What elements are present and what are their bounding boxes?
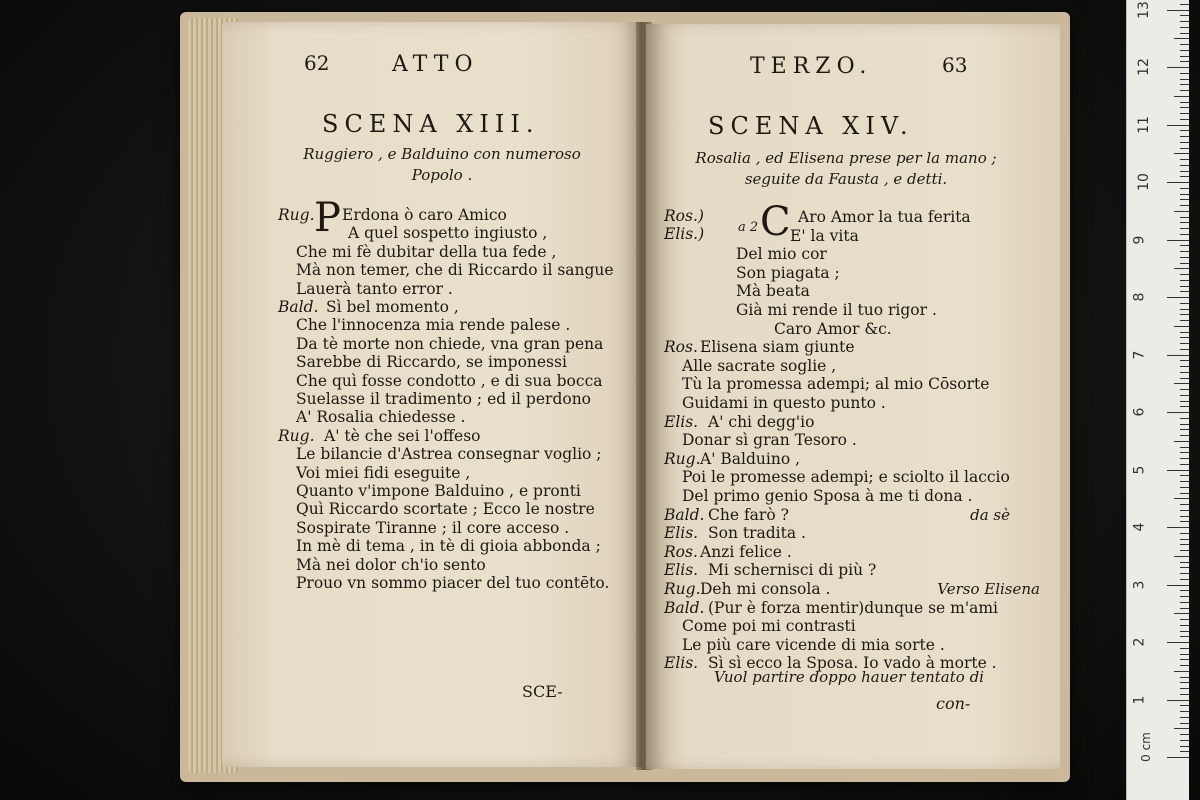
ruler-tick (1174, 96, 1189, 97)
ruler-tick (1180, 309, 1189, 310)
ruler-tick (1180, 21, 1189, 22)
ruler-tick (1180, 136, 1189, 137)
ruler-number: 1 (1131, 695, 1148, 704)
ruler-tick (1174, 613, 1189, 614)
ruler-tick (1180, 688, 1189, 689)
verse-line: E' la vita (790, 226, 859, 245)
ruler-tick (1180, 176, 1189, 177)
speaker-label: Elis. (664, 524, 699, 543)
ruler-tick (1180, 389, 1189, 390)
ruler-tick (1180, 539, 1189, 540)
verse-line: Anzi felice . (700, 542, 792, 561)
ruler-tick (1180, 636, 1189, 637)
ruler-tick (1167, 527, 1189, 528)
verse-line: Deh mi consola . (700, 580, 831, 598)
ruler-tick (1180, 234, 1189, 235)
running-head: TERZO. (750, 54, 873, 79)
verse-line: Suelasse il tradimento ; ed il perdono (296, 390, 592, 408)
ruler-tick (1167, 470, 1189, 471)
ruler-tick (1180, 751, 1189, 752)
ruler-number: 2 (1131, 637, 1148, 647)
ruler-number: 10 (1135, 173, 1152, 191)
page-number: 62 (304, 51, 330, 75)
drop-cap: C (760, 199, 791, 245)
cast-line: Rosalia , ed Elisena prese per la mano ; (695, 149, 997, 167)
ruler-tick (1180, 337, 1189, 338)
ruler-tick (1180, 15, 1189, 16)
running-head: ATTO (392, 52, 479, 77)
verse-line: Le bilancie d'Astrea consegnar voglio ; (296, 445, 602, 464)
ruler-number: 4 (1131, 522, 1148, 532)
ruler-tick (1174, 383, 1189, 384)
ruler-tick (1180, 56, 1189, 57)
ruler-tick (1180, 435, 1189, 436)
ruler-tick (1180, 274, 1189, 275)
verse-line: Son piagata ; (736, 263, 840, 282)
verse-line: A' chi degg'io (708, 412, 815, 431)
ruler-number: 5 (1131, 465, 1148, 474)
ruler-tick (1180, 343, 1189, 344)
ruler-tick (1180, 332, 1189, 333)
scene-title: SCENA XIV. (708, 112, 914, 140)
verse-line: Elisena siam giunte (700, 338, 855, 357)
verse-line: Del primo genio Sposa à me ti dona . (682, 487, 973, 505)
ruler-tick (1174, 153, 1189, 154)
ruler-number: 12 (1135, 58, 1152, 76)
ruler-tick (1180, 378, 1189, 379)
ruler-tick (1174, 211, 1189, 212)
ruler-tick (1180, 682, 1189, 683)
speaker-label: Elis. (664, 561, 699, 580)
ruler-tick (1180, 4, 1189, 5)
ruler-tick (1180, 424, 1189, 425)
verse-line: Alle sacrate soglie , (682, 356, 837, 375)
measuring-ruler (1126, 0, 1189, 800)
ruler-tick (1180, 222, 1189, 223)
ruler-tick (1180, 654, 1189, 655)
ruler-tick (1180, 464, 1189, 465)
duet-speaker: Elis.) (664, 225, 705, 243)
ruler-tick (1180, 406, 1189, 407)
ruler-tick (1180, 705, 1189, 706)
duet-marker: a 2 (738, 220, 759, 235)
ruler-tick (1180, 590, 1189, 591)
speaker-label: Bald. (664, 505, 705, 524)
ruler-tick (1180, 119, 1189, 120)
ruler-number: 11 (1135, 115, 1152, 134)
ruler-tick (1180, 694, 1189, 695)
ruler-tick (1180, 107, 1189, 108)
ruler-tick (1180, 27, 1189, 28)
verse-line: Sospirate Tiranne ; il core acceso . (296, 518, 570, 537)
ruler-tick (1167, 585, 1189, 586)
ruler-tick (1180, 188, 1189, 189)
speaker-label: Elis. (664, 654, 699, 673)
speaker-label: Bald. (278, 298, 319, 316)
verse-line: Prouo vn sommo piacer del tuo contēto. (296, 574, 610, 592)
ruler-tick (1180, 50, 1189, 51)
ruler-tick (1180, 102, 1189, 103)
ruler-number: 8 (1131, 292, 1148, 302)
ruler-number: 6 (1131, 407, 1148, 417)
verse-line: Che l'innocenza mia rende palese . (296, 316, 571, 335)
cast-list (666, 148, 1026, 190)
ruler-tick (1180, 493, 1189, 494)
ruler-tick (1180, 544, 1189, 545)
ruler-tick (1180, 504, 1189, 505)
ruler-tick (1180, 113, 1189, 114)
speaker-label: Rug. (664, 580, 701, 598)
ruler-tick (1167, 355, 1189, 356)
ruler-tick (1180, 395, 1189, 396)
ruler-tick (1174, 441, 1189, 442)
ruler-tick (1180, 205, 1189, 206)
ruler-tick (1167, 642, 1189, 643)
ruler-tick (1180, 550, 1189, 551)
ruler-tick (1180, 452, 1189, 453)
ruler-tick (1180, 579, 1189, 580)
verse-line: Caro Amor &c. (774, 319, 892, 338)
ruler-tick (1180, 510, 1189, 511)
ruler-tick (1180, 372, 1189, 373)
verse-line: Son tradita . (708, 524, 806, 543)
ruler-tick (1174, 498, 1189, 499)
ruler-tick (1180, 61, 1189, 62)
ruler-number: 13 (1135, 0, 1152, 19)
drop-cap: P (314, 195, 341, 241)
duet-speaker: Ros.) (664, 207, 704, 225)
right-page (646, 24, 1060, 769)
ruler-tick (1180, 251, 1189, 252)
ruler-tick (1174, 268, 1189, 269)
ruler-tick (1180, 349, 1189, 350)
ruler-tick (1174, 38, 1189, 39)
ruler-tick (1180, 740, 1189, 741)
catchword: con- (936, 694, 971, 713)
ruler-tick (1180, 79, 1189, 80)
ruler-tick (1180, 533, 1189, 534)
verse-line: A' Balduino , (700, 449, 801, 468)
ruler-tick (1180, 562, 1189, 563)
ruler-tick (1180, 573, 1189, 574)
ruler-tick (1180, 723, 1189, 724)
scene-title: SCENA XIII. (322, 110, 540, 138)
cast-line: seguite da Fausta , e detti. (744, 170, 948, 188)
verse-line: A' tè che sei l'offeso (324, 426, 481, 445)
ruler-tick (1180, 90, 1189, 91)
verse-line: In mè di tema , in tè di gioia abbonda ; (296, 537, 601, 556)
ruler-tick (1167, 700, 1189, 701)
ruler-tick (1180, 280, 1189, 281)
speaker-label: Ros. (664, 542, 698, 561)
ruler-tick (1180, 418, 1189, 419)
ruler-tick (1167, 757, 1189, 758)
ruler-tick (1180, 366, 1189, 367)
ruler-tick (1180, 320, 1189, 321)
aside-direction: da sè (970, 505, 1010, 524)
ruler-number: 3 (1131, 580, 1148, 589)
verse-line: Quì Riccardo scortate ; Ecco le nostre (296, 500, 595, 519)
speaker-label: Rug. (664, 449, 701, 468)
left-page (222, 22, 642, 767)
ruler-tick (1180, 475, 1189, 476)
ruler-tick (1180, 516, 1189, 517)
verse-line: A quel sospetto ingiusto , (348, 224, 548, 243)
verse-line: Tù la promessa adempi; al mio Cōsorte (682, 375, 990, 394)
ruler-tick (1180, 171, 1189, 172)
ruler-tick (1180, 521, 1189, 522)
verse-line: Come poi mi contrasti (682, 617, 856, 636)
verse-line: Del mio cor (736, 245, 827, 264)
ruler-tick (1180, 648, 1189, 649)
ruler-tick (1180, 602, 1189, 603)
ruler-tick (1180, 677, 1189, 678)
verse-line: Voi miei fidi eseguite , (296, 463, 471, 482)
verse-line: Poi le promesse adempi; e sciolto il laccio (682, 468, 1010, 487)
bleed-through-text (282, 592, 286, 606)
ruler-tick (1180, 717, 1189, 718)
ruler-tick (1167, 297, 1189, 298)
ruler-tick (1180, 142, 1189, 143)
ruler-tick (1180, 199, 1189, 200)
verse-line: Già mi rende il tuo rigor . (736, 301, 937, 319)
ruler-number: 9 (1131, 235, 1148, 244)
verse-line: Mà nei dolor ch'io sento (296, 555, 486, 574)
ruler-tick (1180, 217, 1189, 218)
verse-line: Che quì fosse condotto , e di sua bocca (296, 371, 603, 390)
verse-line: Lauerà tanto error . (296, 279, 453, 298)
verse-line: Le più care vicende di mia sorte . (682, 635, 945, 654)
ruler-tick (1180, 263, 1189, 264)
ruler-tick (1180, 631, 1189, 632)
verse-line: Quanto v'impone Balduino , e pronti (296, 482, 581, 500)
ruler-tick (1180, 734, 1189, 735)
ruler-tick (1180, 596, 1189, 597)
ruler-tick (1180, 194, 1189, 195)
cast-list (282, 144, 602, 186)
ruler-tick (1180, 608, 1189, 609)
ruler-tick (1180, 245, 1189, 246)
speaker-label: Elis. (664, 412, 699, 431)
ruler-tick (1180, 360, 1189, 361)
verse-line: Mà beata (736, 282, 810, 301)
verse-line: Erdona ò caro Amico (342, 206, 507, 224)
verse-line: A' Rosalia chiedesse . (296, 408, 466, 427)
verse-line: Mà non temer, che di Riccardo il sangue (296, 261, 614, 280)
ruler-tick (1180, 314, 1189, 315)
ruler-tick (1180, 487, 1189, 488)
verse-line: (Pur è forza mentir)dunque se m'ami (708, 598, 999, 617)
verse-line: Che mi fè dubitar della tua fede , (296, 242, 557, 261)
ruler-tick (1180, 447, 1189, 448)
ruler-tick (1180, 33, 1189, 34)
ruler-tick (1180, 619, 1189, 620)
ruler-tick (1180, 401, 1189, 402)
speaker-label: Ros. (664, 338, 698, 357)
ruler-tick (1167, 412, 1189, 413)
ruler-unit-label: 0 cm (1138, 732, 1153, 762)
ruler-tick (1180, 228, 1189, 229)
ruler-tick (1180, 481, 1189, 482)
verse-line: Aro Amor la tua ferita (798, 208, 971, 226)
verse-line: Mi schernisci di più ? (708, 561, 877, 580)
verse-line: Donar sì gran Tesoro . (682, 431, 857, 450)
ruler-tick (1180, 159, 1189, 160)
speaker-label: Rug. (278, 426, 315, 445)
verse-line: Sì bel momento , (326, 298, 459, 316)
verse-line: Da tè morte non chiede, vna gran pena (296, 334, 604, 353)
ruler-tick (1167, 182, 1189, 183)
stage-direction: Vuol partire doppo hauer tentato di (714, 668, 984, 686)
verse-line: Guidami in questo punto . (682, 394, 886, 412)
ruler-tick (1180, 73, 1189, 74)
ruler-tick (1180, 165, 1189, 166)
aside-direction: Verso Elisena (937, 580, 1040, 598)
ruler-tick (1174, 671, 1189, 672)
speaker-label: Rug. (278, 206, 315, 224)
ruler-tick (1180, 257, 1189, 258)
ruler-tick (1167, 125, 1189, 126)
ruler-tick (1180, 458, 1189, 459)
speaker-label: Bald. (664, 598, 705, 617)
ruler-tick (1174, 326, 1189, 327)
ruler-tick (1180, 130, 1189, 131)
ruler-tick (1180, 711, 1189, 712)
ruler-tick (1180, 303, 1189, 304)
catchword: SCE- (522, 682, 563, 701)
ruler-tick (1174, 728, 1189, 729)
ruler-tick (1167, 67, 1189, 68)
verse-line: Che farò ? (708, 505, 789, 524)
ruler-tick (1180, 665, 1189, 666)
ruler-tick (1180, 286, 1189, 287)
ruler-tick (1180, 291, 1189, 292)
ruler-tick (1180, 567, 1189, 568)
ruler-tick (1174, 556, 1189, 557)
ruler-tick (1180, 625, 1189, 626)
cast-line: Ruggiero , e Balduino con numeroso (303, 145, 581, 163)
ruler-tick (1180, 429, 1189, 430)
cast-line: Popolo . (411, 166, 473, 184)
ruler-tick (1180, 746, 1189, 747)
verse-line: Sì sì ecco la Sposa. Io vado à morte . (708, 654, 997, 673)
ruler-tick (1167, 240, 1189, 241)
verse-line: Sarebbe di Riccardo, se imponessi (296, 353, 567, 372)
ruler-tick (1180, 659, 1189, 660)
page-number: 63 (942, 53, 968, 77)
ruler-tick (1180, 44, 1189, 45)
ruler-number: 7 (1131, 350, 1148, 359)
ruler-tick (1167, 10, 1189, 11)
ruler-tick (1180, 148, 1189, 149)
ruler-tick (1180, 84, 1189, 85)
